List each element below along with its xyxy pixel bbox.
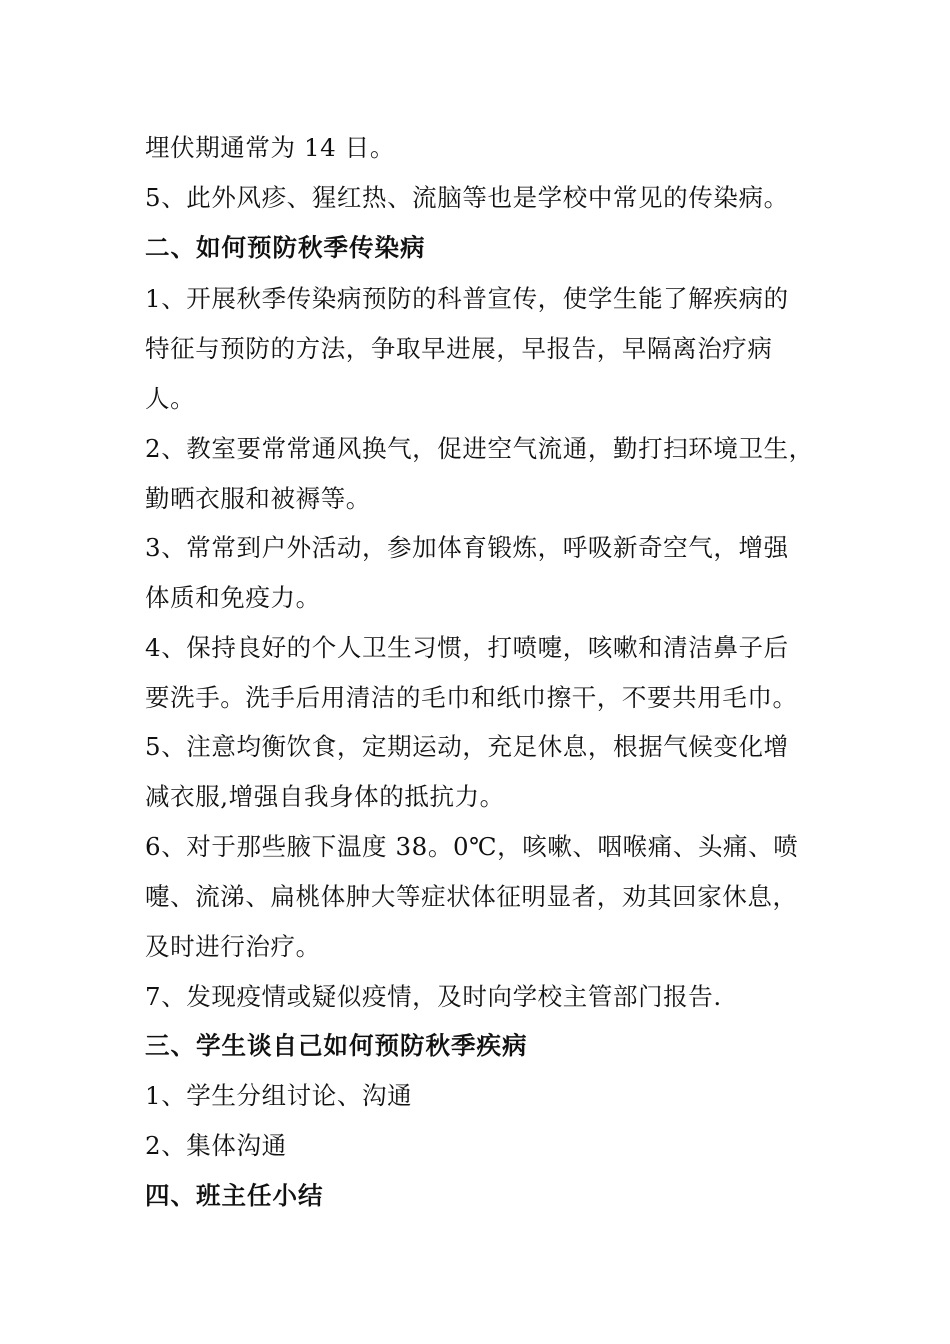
text-line: 1、学生分组讨论、沟通 bbox=[145, 1081, 413, 1110]
text-line: 2、集体沟通 bbox=[145, 1131, 287, 1160]
text-line: 7、发现疫情或疑似疫情，及时向学校主管部门报告. bbox=[145, 982, 722, 1011]
text-line: 体质和免疫力。 bbox=[145, 583, 321, 612]
text-line: 人。 bbox=[145, 384, 196, 413]
text-line: 3、常常到户外活动，参加体育锻炼，呼吸新奇空气，增强 bbox=[145, 533, 789, 562]
section-heading: 三、学生谈自己如何预防秋季疾病 bbox=[145, 1031, 528, 1060]
section-heading: 四、班主任小结 bbox=[145, 1181, 324, 1210]
text-line: 5、注意均衡饮食，定期运动，充足休息，根据气候变化增 bbox=[145, 732, 789, 761]
text-line: 埋伏期通常为 14 日。 bbox=[145, 133, 395, 162]
text-line: 及时进行治疗。 bbox=[145, 932, 321, 961]
section-heading: 二、如何预防秋季传染病 bbox=[145, 233, 426, 262]
text-line: 减衣服,增强自我身体的抵抗力。 bbox=[145, 782, 505, 811]
text-line: 2、教室要常常通风换气，促进空气流通，勤打扫环境卫生， bbox=[145, 434, 814, 463]
text-line: 1、开展秋季传染病预防的科普宣传，使学生能了解疾病的 bbox=[145, 284, 789, 313]
text-line: 5、此外风疹、猩红热、流脑等也是学校中常见的传染病。 bbox=[145, 183, 789, 212]
text-line: 特征与预防的方法，争取早进展，早报告，早隔离治疗病 bbox=[145, 334, 773, 363]
text-line: 勤晒衣服和被褥等。 bbox=[145, 484, 371, 513]
text-line: 要洗手。洗手后用清洁的毛巾和纸巾擦干，不要共用毛巾。 bbox=[145, 683, 798, 712]
text-line: 4、保持良好的个人卫生习惯，打喷嚏，咳嗽和清洁鼻子后 bbox=[145, 633, 789, 662]
text-line: 嚏、流涕、扁桃体肿大等症状体征明显者，劝其回家休息， bbox=[145, 882, 798, 911]
text-line: 6、对于那些腋下温度 38。0℃，咳嗽、咽喉痛、头痛、喷 bbox=[145, 832, 799, 861]
